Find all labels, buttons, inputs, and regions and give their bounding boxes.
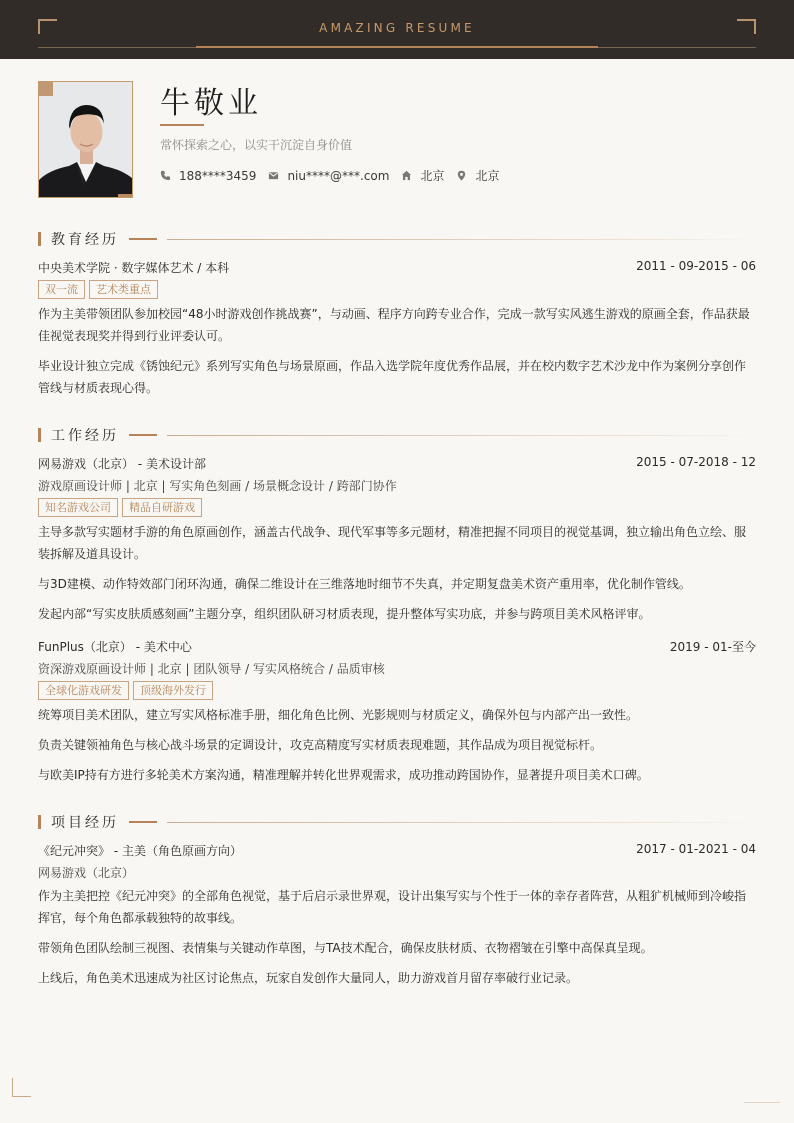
project-name: 《纪元冲突》 - 主美（角色原画方向） [38,844,242,858]
section-marker [38,428,41,442]
job-date: 2019 - 01-至今 [669,640,756,654]
section-divider [167,822,756,823]
job-tags [38,681,217,700]
section-marker [38,815,41,829]
project-paragraph: 作为主美把控《纪元冲突》的全部角色视觉，基于后启示录世界观，设计出集写实与个性于一体的幸存者阵营，从粗犷机械师到冷峻指挥官，每个角色都承载独特的故事线。 [38,889,747,925]
phone-icon [160,170,171,181]
banner-title: AMAZING RESUME [319,21,475,35]
section-divider [167,435,756,436]
tag: 顶级海外发行 [133,681,213,700]
corner-ornament [744,1102,780,1103]
section-accent [129,821,157,823]
job-paragraph: 发起内部“写实皮肤质感刻画”主题分享，组织团队研习材质表现，提升整体写实功底，并参与跨项目美术风格评审。 [38,607,651,621]
hometown: 北京 [420,169,445,183]
location: 北京 [475,169,500,183]
tag: 全球化游戏研发 [38,681,129,700]
section-title: 教育经历 [51,232,119,248]
job-role: 资深游戏原画设计师 | 北京 | 团队领导 / 写实风格统合 / 品质审核 [38,662,385,676]
section-accent [129,238,157,240]
job-header [38,638,756,655]
section-title: 项目经历 [51,815,119,831]
section-accent [129,434,157,436]
job-role: 游戏原画设计师 | 北京 | 写实角色刻画 / 场景概念设计 / 跨部门协作 [38,479,397,493]
photo-corner-accent [39,82,53,96]
banner-accent-line [196,46,598,48]
header-banner [0,0,794,59]
project-company: 网易游戏（北京） [38,866,135,880]
contact-hometown [401,167,444,184]
contact-email [268,169,389,183]
tag: 知名游戏公司 [38,498,118,517]
phone-number: 188****3459 [179,168,257,183]
job-paragraph: 负责关键领袖角色与核心战斗场景的定调设计，攻克高精度写实材质表现难题，其作品成为项目视觉标杆。 [38,738,603,752]
education-tags [38,280,162,299]
job-paragraph: 统筹项目美术团队，建立写实风格标准手册，细化角色比例、光影规则与材质定义，确保外包与内部产出一致性。 [38,708,639,722]
company-name: 网易游戏（北京） - 美术设计部 [38,457,206,471]
mail-icon [268,170,279,181]
contact-location [456,167,499,184]
section-header-education [38,231,756,247]
section-divider [167,239,756,240]
education-date: 2011 - 09-2015 - 06 [636,259,756,273]
tag: 双一流 [38,280,85,299]
candidate-name: 牛敬业 [160,86,262,121]
job-header [38,455,756,472]
project-paragraph: 上线后，角色美术迅速成为社区讨论焦点，玩家自发创作大量同人，助力游戏首月留存率破行业记录。 [38,971,579,985]
motto: 常怀探索之心，以实干沉淀自身价值 [160,138,353,152]
job-tags [38,498,206,517]
school-name: 中央美术学院 · 数字媒体艺术 / 本科 [38,261,230,275]
contact-phone [160,169,256,183]
job-paragraph: 主导多款写实题材手游的角色原画创作，涵盖古代战争、现代军事等多元题材，精准把握不同项目的视觉基调，独立输出角色立绘、服装拆解及道具设计。 [38,525,747,561]
job-paragraph: 与3D建模、动作特效部门闭环沟通，确保二维设计在三维落地时细节不失真，并定期复盘美术资产重用率，优化制作管线。 [38,577,691,591]
education-entry-header [38,259,756,276]
section-header-work [38,427,756,443]
education-paragraph: 作为主美带领团队参加校园“48小时游戏创作挑战赛”，与动画、程序方向跨专业合作，完成一款写实风逃生游戏的原画全套，作品获最佳视觉表现奖并得到行业评委认可。 [38,307,750,343]
home-icon [401,170,412,181]
education-paragraph: 毕业设计独立完成《锈蚀纪元》系列写实角色与场景原画，作品入选学院年度优秀作品展，并在校内数字艺术沙龙中作为案例分享创作管线与材质表现心得。 [38,359,747,395]
company-name: FunPlus（北京） - 美术中心 [38,640,192,654]
email-address: niu****@***.com [287,168,390,183]
section-header-project [38,814,756,830]
tag: 艺术类重点 [89,280,158,299]
photo-corner-accent [118,194,132,197]
name-underline [160,124,204,126]
job-paragraph: 与欧美IP持有方进行多轮美术方案沟通，精准理解并转化世界观需求，成功推动跨国协作，显著提升项目美术口碑。 [38,768,649,782]
project-paragraph: 带领角色团队绘制三视图、表情集与关键动作草图，与TA技术配合，确保皮肤材质、衣物褶皱在引擎中高保真呈现。 [38,941,653,955]
job-date: 2015 - 07-2018 - 12 [636,455,756,469]
section-title: 工作经历 [51,428,119,444]
section-marker [38,232,41,246]
profile-photo [38,81,133,198]
project-date: 2017 - 01-2021 - 04 [636,842,756,856]
project-header [38,842,756,859]
contact-bar [160,167,511,184]
location-pin-icon [456,170,467,181]
corner-ornament [12,1078,31,1097]
tag: 精品自研游戏 [122,498,202,517]
portrait-image [39,82,133,198]
